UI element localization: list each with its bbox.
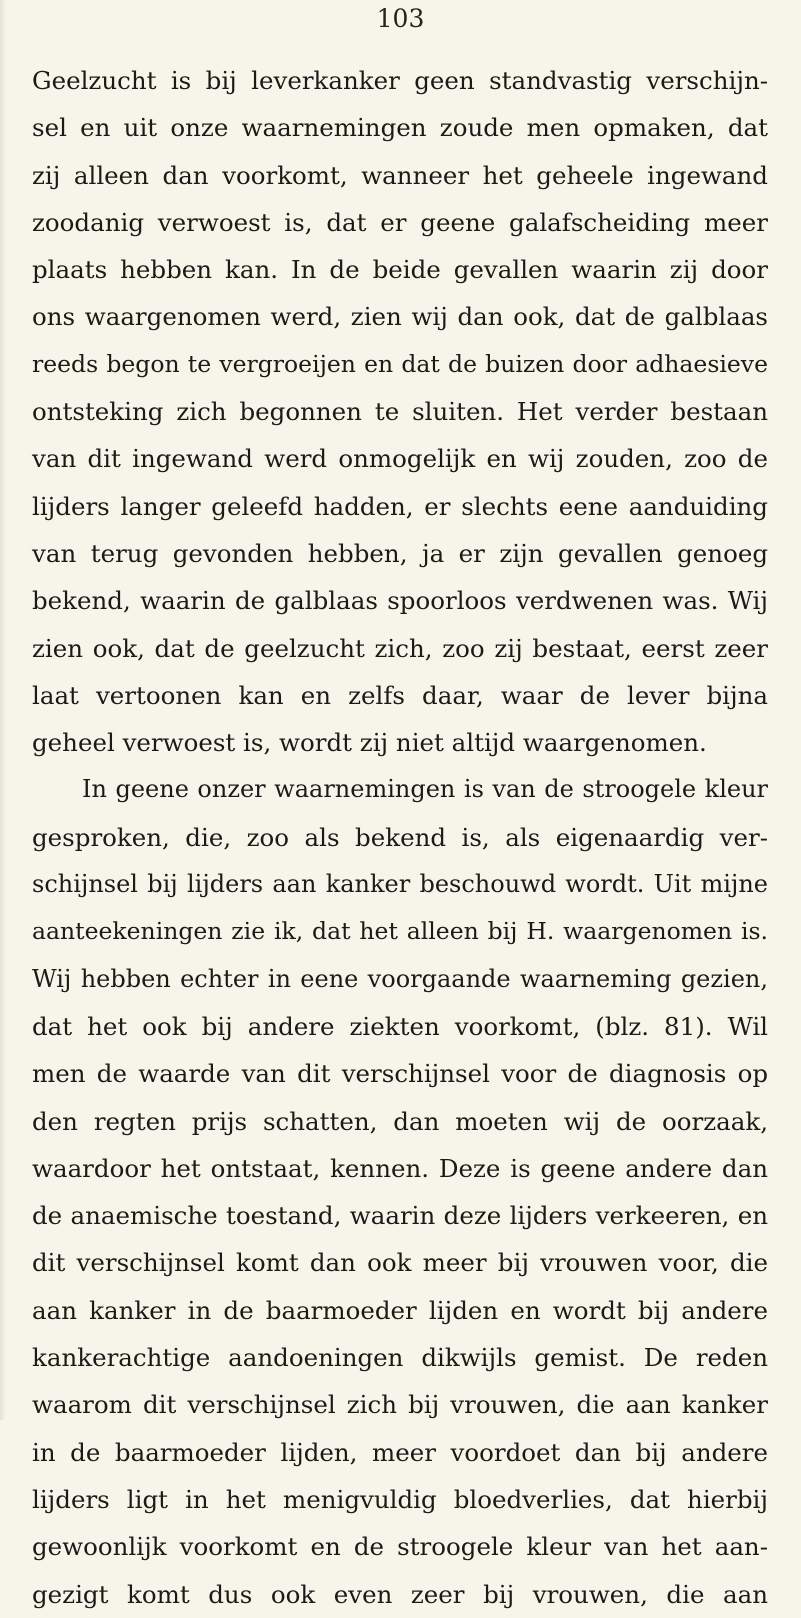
text-line: men de waarde van dit verschijnsel voor de diagnosis op: [32, 1059, 768, 1089]
text-line: zij alleen dan voorkomt, wanneer het geheele ingewand: [32, 160, 768, 190]
body-text: [32, 57, 768, 1618]
text-line: den regten prijs schatten, dan moeten wij de oorzaak,: [32, 1106, 768, 1136]
text-line: aan kanker in de baarmoeder lijden en wordt bij andere: [32, 1295, 768, 1325]
text-line: bekend, waarin de galblaas spoorloos verdwenen was. Wij: [32, 586, 768, 616]
text-line: waarom dit verschijnsel zich bij vrouwen, die aan kanker: [32, 1390, 768, 1420]
text-line: sel en uit onze waarnemingen zoude men opmaken, dat: [32, 113, 768, 143]
text-line: aanteekeningen zie ik, dat het alleen bij H. waargenomen is.: [32, 917, 768, 946]
text-line: laat vertoonen kan en zelfs daar, waar de lever bijna: [32, 680, 768, 710]
text-line: de anaemische toestand, waarin deze lijders verkeeren, en: [32, 1201, 768, 1231]
text-line: reeds begon te vergroeijen en dat de buizen door adhaesieve: [32, 349, 768, 378]
text-line: van dit ingewand werd onmogelijk en wij zouden, zoo de: [32, 444, 768, 474]
text-line: lijders ligt in het menigvuldig bloedverlies, dat hierbij: [32, 1484, 768, 1514]
text-line: Wij hebben echter in eene voorgaande waarneming gezien,: [32, 964, 768, 993]
page-edge-shadow: [0, 0, 6, 1420]
text-line: kankerachtige aandoeningen dikwijls gemist. De reden: [32, 1343, 768, 1373]
text-line: Geelzucht is bij leverkanker geen standvastig verschijn-: [32, 66, 768, 95]
text-line: plaats hebben kan. In de beide gevallen waarin zij door: [32, 255, 768, 285]
text-line: ontsteking zich begonnen te sluiten. Het verder bestaan: [32, 397, 768, 427]
text-line: dit verschijnsel komt dan ook meer bij vrouwen voor, die: [32, 1248, 768, 1278]
text-line: lijders langer geleefd hadden, er slechts eene aanduiding: [32, 491, 768, 521]
paragraph-start-line: In geene onzer waarnemingen is van de stroogele kleur: [82, 775, 768, 804]
text-line: geheel verwoest is, wordt zij niet altijd waargenomen.: [32, 728, 707, 758]
text-line: gesproken, die, zoo als bekend is, als eigenaardig ver-: [32, 822, 768, 852]
text-line: gewoonlijk voorkomt en de stroogele kleur van het aan-: [32, 1532, 768, 1562]
page-number: 103: [376, 4, 425, 33]
text-line: zoodanig verwoest is, dat er geene galafscheiding meer: [32, 207, 768, 237]
text-line: dat het ook bij andere ziekten voorkomt, (blz. 81). Wil: [32, 1011, 768, 1041]
text-line: schijnsel bij lijders aan kanker beschouwd wordt. Uit mijne: [32, 870, 768, 899]
text-line: ons waargenomen werd, zien wij dan ook, dat de galblaas: [32, 302, 768, 332]
text-line: in de baarmoeder lijden, meer voordoet dan bij andere: [32, 1437, 768, 1467]
text-line: zien ook, dat de geelzucht zich, zoo zij bestaat, eerst zeer: [32, 633, 768, 663]
text-line: gezigt komt dus ook even zeer bij vrouwen, die aan: [32, 1579, 768, 1609]
text-line: waardoor het ontstaat, kennen. Deze is geene andere dan: [32, 1153, 768, 1183]
text-line: van terug gevonden hebben, ja er zijn gevallen genoeg: [32, 538, 768, 568]
